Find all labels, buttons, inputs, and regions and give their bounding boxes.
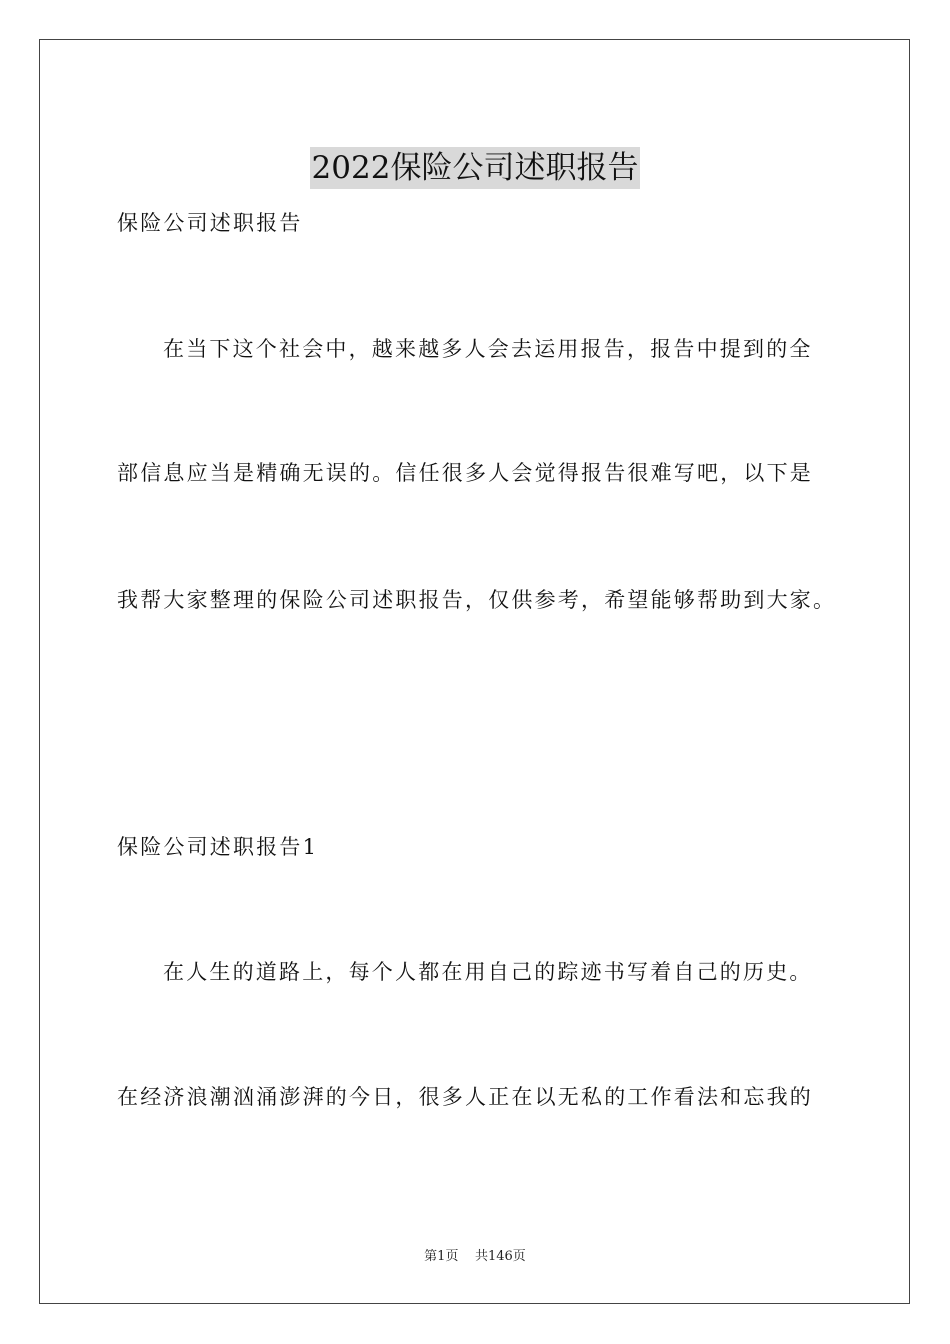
section-line-1: 在人生的道路上，每个人都在用自己的踪迹书写着自己的历史。 bbox=[163, 960, 813, 984]
page-total: 共146页 bbox=[474, 1249, 526, 1264]
section-heading: 保险公司述职报告1 bbox=[117, 835, 319, 859]
document-subtitle: 保险公司述职报告 bbox=[117, 211, 303, 235]
document-title: 2022保险公司述职报告 bbox=[310, 147, 641, 189]
intro-line-1: 在当下这个社会中，越来越多人会去运用报告，报告中提到的全 bbox=[163, 337, 813, 361]
page-number: 第1页 bbox=[424, 1249, 459, 1264]
intro-line-2: 部信息应当是精确无误的。信任很多人会觉得报告很难写吧，以下是 bbox=[117, 461, 813, 485]
intro-line-3: 我帮大家整理的保险公司述职报告，仅供参考，希望能够帮助到大家。 bbox=[117, 588, 837, 612]
section-line-2: 在经济浪潮汹涌澎湃的今日，很多人正在以无私的工作看法和忘我的 bbox=[117, 1085, 813, 1109]
page-footer bbox=[0, 1249, 950, 1265]
title-container bbox=[0, 126, 950, 210]
